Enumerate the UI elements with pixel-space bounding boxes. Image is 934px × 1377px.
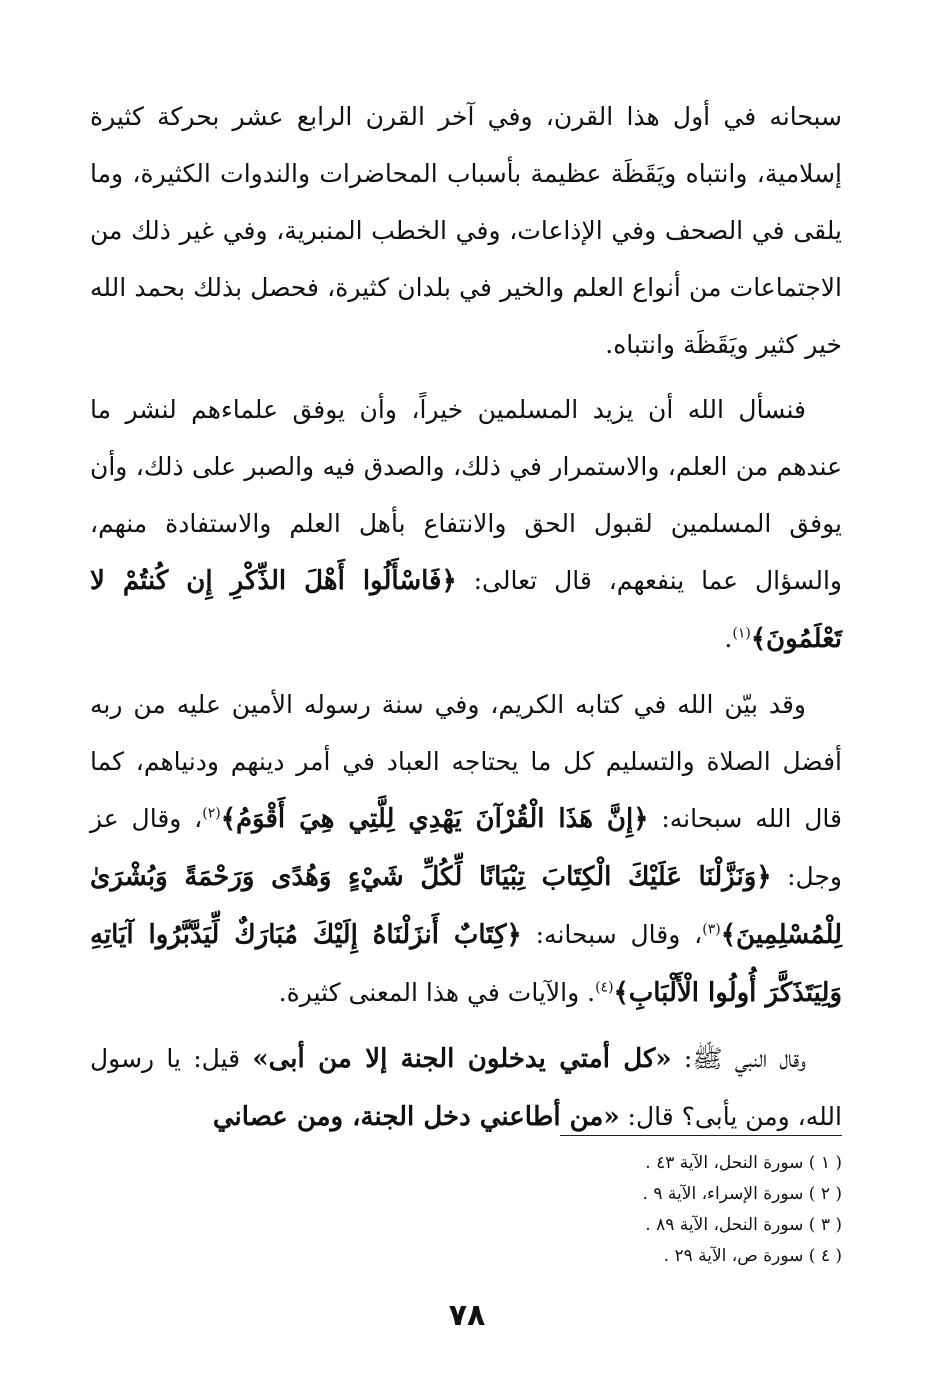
paragraph-4-text-1: وقال النبي ﷺ:: [671, 1044, 806, 1073]
footnote-separator: [560, 1135, 842, 1136]
footnote-ref-3: (٣): [702, 921, 721, 938]
page-number: ٧٨: [448, 1298, 486, 1333]
quran-quote-2: ﴿إِنَّ هَذَا الْقُرْآنَ يَهْدِي لِلَّتِي هِيَ أَقْوَمُ﴾: [220, 804, 649, 834]
quran-quote-1: ﴿فَاسْأَلُوا أَهْلَ الذِّكْرِ إِن كُنتُمْ لا تَعْلَمُونَ﴾: [90, 566, 842, 654]
paragraph-1: سبحانه في أول هذا القرن، وفي آخر القرن الرابع عشر بحركة كثيرة إسلامية، وانتباه ويَقَظَة عظيمة بأسباب المحاضرات والندوات الكثيرة، وما يلقى في الصحف وفي الإذاعات، وفي الخطب المنبرية، وفي غير ذلك من الاجتماعات من أنواع العلم والخير في بلدان كثيرة، فحصل بذلك بحمد الله خير كثير ويَقَظَة وانتباه.: [90, 102, 842, 359]
footnote-ref-4: (٤): [595, 979, 614, 996]
page-body: [90, 88, 842, 1154]
paragraph-3-text-3: ، وقال سبحانه:: [521, 920, 703, 949]
paragraph-4: [90, 1030, 842, 1146]
paragraph-3-text-1: وقد بيّن الله في كتابه الكريم، وفي سنة رسوله الأمين عليه من ربه أفضل الصلاة والتسليم كل ما يحتاجه العباد في أمر دينهم ودنياهم، كما قال الله سبحانه:: [90, 690, 842, 833]
footnote-ref-2: (٢): [202, 805, 221, 822]
paragraph-2-end: .: [724, 624, 733, 653]
paragraph-3: [90, 676, 842, 1022]
paragraph-4-text-2: قيل: يا رسول الله، ومن يأبى؟ قال:: [90, 1044, 842, 1131]
quran-quote-3: ﴿وَنَزَّلْنَا عَلَيْكَ الْكِتَابَ تِبْيَانًا لِّكُلِّ شَيْءٍ وَهُدًى وَرَحْمَةً وَبُشْرَىٰ لِلْمُسْلِمِينَ﴾: [90, 862, 842, 950]
footnote-ref-1: (١): [732, 625, 751, 642]
paragraph-2: [90, 381, 842, 668]
footnote-1: ( ١ ) سورة النحل، الآية ٤٣ .: [645, 1153, 842, 1173]
paragraph-2-text: فنسأل الله أن يزيد المسلمين خيراً، وأن يوفق علماءهم لنشر ما عندهم من العلم، والاستمرار في ذلك، والصدق فيه والصبر على ذلك، وأن يوفق المسلمين لقبول الحق والانتفاع بأهل العلم والاستفادة منهم، والسؤال عما ينفعهم، قال تعالى:: [90, 395, 842, 595]
paragraph-3-text-2: ، وقال عز وجل:: [90, 804, 842, 891]
quran-quote-4: ﴿كِتَابٌ أَنزَلْنَاهُ إِلَيْكَ مُبَارَكٌ لِّيَدَّبَّرُوا آيَاتِهِ وَلِيَتَذَكَّرَ أُولُوا الْأَلْبَابِ﴾: [90, 920, 842, 1008]
hadith-quote-1: «كل أمتي يدخلون الجنة إلا من أبى»: [252, 1044, 672, 1074]
footnote-2: ( ٢ ) سورة الإسراء، الآية ٩ .: [642, 1184, 842, 1204]
hadith-quote-2: «من أطاعني دخل الجنة، ومن عصاني: [212, 1102, 620, 1132]
paragraph-3-text-4: . والآيات في هذا المعنى كثيرة.: [278, 978, 596, 1007]
footnote-4: ( ٤ ) سورة ص، الآية ٢٩ .: [663, 1246, 842, 1266]
footnote-3: ( ٣ ) سورة النحل، الآية ٨٩ .: [645, 1215, 842, 1235]
footnotes: [342, 1148, 842, 1272]
